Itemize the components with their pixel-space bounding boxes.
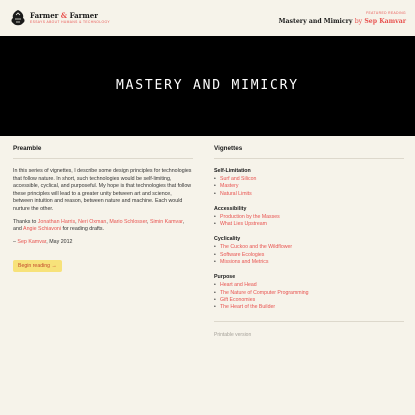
printable-version-link[interactable]: Printable version [214, 331, 252, 338]
thanks-link-0[interactable]: Jonathan Harris [37, 218, 76, 225]
vignette-link[interactable]: Natural Limits [220, 190, 252, 197]
vignette-link[interactable]: Software Ecologies [220, 251, 265, 258]
signoff-dash: – [13, 238, 18, 245]
brand-amp: & [60, 11, 68, 20]
list-item [214, 297, 404, 304]
preamble-section [13, 145, 193, 272]
sep: , and [13, 218, 185, 233]
featured-label: FEATURED READING [366, 11, 406, 15]
list-item [214, 252, 404, 259]
signoff-date: , May 2012 [46, 238, 73, 245]
section-heading-purpose: Purpose [214, 274, 236, 281]
divider [214, 158, 404, 159]
vignette-list [214, 244, 404, 266]
vignette-list [214, 214, 404, 229]
vignette-link[interactable]: The Nature of Computer Programming [220, 289, 309, 296]
section-heading-self-limitation: Self-Limitation [214, 168, 251, 174]
brand-right: Farmer [69, 11, 98, 20]
vignette-link[interactable]: Heart and Head [220, 282, 257, 289]
vignette-link[interactable]: Production by the Masses [220, 213, 280, 220]
vignette-link[interactable]: Surf and Silicon [220, 176, 257, 182]
list-item [214, 191, 404, 198]
preamble-heading: Preamble [13, 145, 42, 152]
vignette-link[interactable]: The Heart of the Builder [220, 304, 276, 311]
essay-by: by [354, 18, 363, 25]
vignettes-section [214, 145, 404, 338]
site-tagline: ESSAYS ABOUT HUMANS & TECHNOLOGY [30, 20, 111, 24]
thanks-prefix: Thanks to [13, 218, 38, 225]
list-item [214, 176, 404, 183]
divider [13, 158, 193, 159]
list-item [214, 183, 404, 190]
list-item [214, 221, 404, 228]
essay-title[interactable] [279, 18, 406, 25]
essay-author: Sep Kamvar [364, 18, 406, 25]
vignette-list [214, 176, 404, 198]
section-heading-cyclicality: Cyclicality [214, 236, 241, 243]
thanks-link-1[interactable]: Neri Oxman [78, 218, 107, 225]
brand-left: Farmer [30, 11, 59, 20]
thanks-link-3[interactable]: Simin Kamvar [149, 218, 183, 225]
thanks-link-4[interactable]: Angie Schiavoni [23, 226, 62, 233]
sep: , [106, 218, 110, 225]
thanks-text [13, 219, 193, 234]
vignette-link[interactable]: Gift Economies [220, 296, 256, 303]
list-item [214, 282, 404, 289]
signoff [13, 239, 193, 247]
list-item [214, 304, 404, 311]
sep: , [75, 218, 79, 225]
signoff-author-link[interactable]: Sep Kamvar [17, 238, 47, 245]
vignettes-heading: Vignettes [214, 145, 243, 152]
vignette-link[interactable]: Missions and Metrics [220, 259, 269, 266]
farmer-logo-icon[interactable] [9, 9, 27, 27]
list-item [214, 290, 404, 297]
section-heading-accessibility: Accessibility [214, 205, 247, 212]
vignette-link[interactable]: What Lies Upstream [220, 221, 267, 228]
vignette-list [214, 282, 404, 311]
site-header [0, 0, 415, 36]
begin-reading-button[interactable]: Begin reading → [13, 260, 62, 272]
banner-title: MASTERY AND MIMICRY [116, 78, 299, 93]
divider [214, 321, 404, 322]
list-item [214, 259, 404, 266]
hero-banner [0, 36, 415, 136]
list-item [214, 214, 404, 221]
thanks-suffix: for reading drafts. [61, 226, 105, 233]
preamble-text: In this series of vignettes, I describe some design principles for technologies that follow nature. In short, such technologies would be self-limiting, accessible, cyclical, and purposeful. My hope is that technologies that follow these principles will lead to a greater unity between art and science, between intuition and reason, between nature and machine. Each would nurture the other. [13, 168, 192, 212]
featured-essay [279, 11, 406, 25]
site-brand[interactable] [30, 11, 98, 20]
vignette-link[interactable]: The Cuckoo and the Wildflower [220, 244, 293, 251]
thanks-link-2[interactable]: Mario Schlosser [109, 218, 147, 225]
list-item [214, 244, 404, 251]
vignette-link[interactable]: Mastery [220, 183, 239, 190]
sep: , [147, 218, 150, 225]
essay-title-text: Mastery and Mimicry [278, 18, 353, 25]
